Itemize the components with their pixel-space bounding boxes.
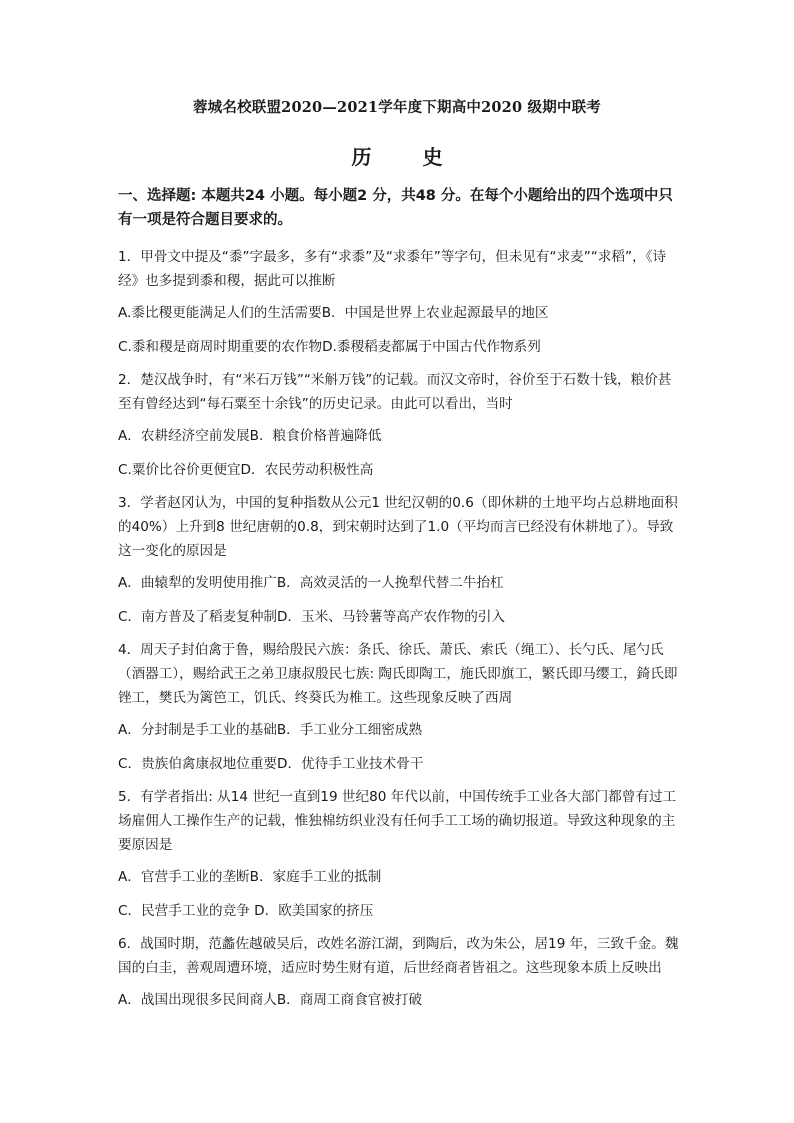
- option-line: C．民营手工业的竞争 D．欧美国家的挤压: [118, 903, 374, 919]
- option-line: A．曲辕犁的发明使用推广B．高效灵活的一人挽犁代替二牛抬杠: [118, 575, 504, 591]
- question-3: [118, 491, 684, 628]
- question-stem: 3．学者赵冈认为，中国的复种指数从公元1 世纪汉朝的0.6（即休耕的土地平均占总耕地面积的40%）上升到8 世纪唐朝的0.8，到宋朝时达到了1.0（平均而言已经没有休耕地了）。导致这一变化的原因是: [118, 495, 678, 559]
- question-content: [118, 184, 684, 1021]
- option-line: A．战国出现很多民间商人B．商周工商食官被打破: [118, 992, 423, 1008]
- question-5: [118, 785, 684, 922]
- exam-title: 蓉城名校联盟2020—2021学年度下期高中2020 级期中联考: [192, 99, 602, 116]
- question-6: [118, 932, 684, 1011]
- option-line: C．贵族伯禽康叔地位重要D．优待手工业技术骨干: [118, 756, 424, 772]
- subject-title: 历 史: [351, 145, 465, 169]
- question-stem: 1．甲骨文中提及“黍”字最多，多有“求黍”及“求黍年”等字句，但未见有“求麦”“求稻”，《诗经》也多提到黍和稷，据此可以推断: [118, 249, 667, 289]
- question-2: [118, 368, 684, 481]
- option-line: A．农耕经济空前发展B．粮食价格普遍降低: [118, 428, 382, 444]
- option-line: A.黍比稷更能满足人们的生活需要B．中国是世界上农业起源最早的地区: [118, 305, 549, 321]
- option-line: C.黍和稷是商周时期重要的农作物D.黍稷稻麦都属于中国古代作物系列: [118, 339, 541, 355]
- question-stem: 6．战国时期，范蠡佐越破吴后，改姓名游江湖，到陶后，改为朱公，居19 年，三致千金。魏国的白圭，善观周遭环境，适应时势生财有道，后世经商者皆祖之。这些现象本质上反映出: [118, 936, 679, 976]
- question-stem: 5．有学者指出: 从14 世纪一直到19 世纪80 年代以前，中国传统手工业各大部门都曾有过工场雇佣人工操作生产的记载，惟独棉纺织业没有任何手工工场的确切报道。导致这种现象的主要原因是: [118, 789, 677, 853]
- question-stem: 4．周天子封伯禽于鲁，赐给殷民六族：条氏、徐氏、萧氏、索氏（绳工）、长勺氏、尾勺氏（酒器工），赐给武王之弟卫康叔殷民七族: 陶氏即陶工，施氏即旗工，繁氏即马缨工，錡氏即锉工，樊氏为篱笆工，饥氏、终葵氏为椎工。这些现象反映了西周: [118, 642, 678, 706]
- question-1: [118, 245, 684, 358]
- question-stem: 2．楚汉战争时，有“米石万钱”“米斛万钱”的记载。而汉文帝时，谷价至于石数十钱，粮价甚至有曾经达到“每石粟至十余钱”的历史记录。由此可以看出，当时: [118, 372, 672, 412]
- section-heading: 一、选择题: 本题共24 小题。每小题2 分，共48 分。在每个小题给出的四个选项中只有一项是符合题目要求的。: [118, 188, 673, 228]
- option-line: A．官营手工业的垄断B．家庭手工业的抵制: [118, 869, 382, 885]
- question-4: [118, 638, 684, 775]
- option-line: C．南方普及了稻麦复种制D．玉米、马铃薯等高产农作物的引入: [118, 609, 505, 625]
- option-line: C.粟价比谷价更便宜D．农民劳动积极性高: [118, 462, 374, 478]
- option-line: A．分封制是手工业的基础B．手工业分工细密成熟: [118, 722, 423, 738]
